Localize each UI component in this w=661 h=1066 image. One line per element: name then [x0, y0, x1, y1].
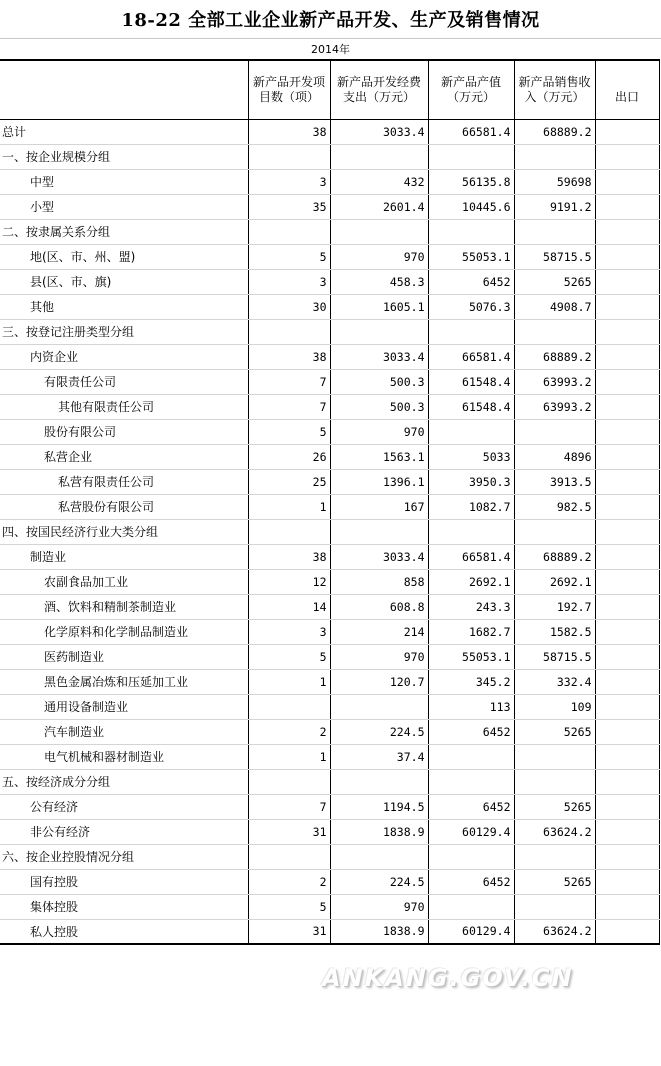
- cell-export: [595, 919, 659, 944]
- header-projects: 新产品开发项目数（项）: [248, 60, 330, 119]
- table-row: [0, 119, 659, 144]
- cell-export: [595, 219, 659, 244]
- cell-export: [595, 894, 659, 919]
- cell-export: [595, 269, 659, 294]
- cell-export: [595, 444, 659, 469]
- cell-rd-expense: 37.4: [330, 744, 428, 769]
- cell-sales-revenue: [514, 219, 595, 244]
- cell-rd-expense: 970: [330, 244, 428, 269]
- header-output-value: 新产品产值（万元）: [428, 60, 514, 119]
- cell-projects: 1: [248, 669, 330, 694]
- cell-export: [595, 644, 659, 669]
- cell-projects: [248, 519, 330, 544]
- cell-projects: 38: [248, 544, 330, 569]
- cell-export: [595, 494, 659, 519]
- table-row: [0, 719, 659, 744]
- cell-export: [595, 669, 659, 694]
- cell-sales-revenue: 4908.7: [514, 294, 595, 319]
- cell-output-value: 61548.4: [428, 369, 514, 394]
- cell-sales-revenue: 4896: [514, 444, 595, 469]
- table-row: [0, 519, 659, 544]
- cell-rd-expense: [330, 694, 428, 719]
- table-row: [0, 444, 659, 469]
- cell-sales-revenue: 109: [514, 694, 595, 719]
- cell-rd-expense: [330, 519, 428, 544]
- cell-sales-revenue: 68889.2: [514, 119, 595, 144]
- cell-output-value: [428, 744, 514, 769]
- cell-output-value: 6452: [428, 869, 514, 894]
- cell-rd-expense: 1396.1: [330, 469, 428, 494]
- cell-projects: [248, 769, 330, 794]
- cell-sales-revenue: 332.4: [514, 669, 595, 694]
- cell-output-value: 55053.1: [428, 644, 514, 669]
- row-label: 非公有经济: [0, 819, 248, 844]
- cell-output-value: 60129.4: [428, 919, 514, 944]
- cell-projects: 26: [248, 444, 330, 469]
- cell-output-value: 243.3: [428, 594, 514, 619]
- cell-projects: 7: [248, 369, 330, 394]
- cell-projects: 2: [248, 719, 330, 744]
- cell-export: [595, 319, 659, 344]
- row-label: 通用设备制造业: [0, 694, 248, 719]
- cell-output-value: 60129.4: [428, 819, 514, 844]
- table-row: [0, 194, 659, 219]
- table-row: [0, 419, 659, 444]
- cell-export: [595, 419, 659, 444]
- row-label: 五、按经济成分分组: [0, 769, 248, 794]
- cell-rd-expense: 858: [330, 569, 428, 594]
- cell-sales-revenue: [514, 319, 595, 344]
- header-item: [0, 60, 248, 119]
- row-label: 内资企业: [0, 344, 248, 369]
- cell-output-value: 3950.3: [428, 469, 514, 494]
- header-rd-expense: 新产品开发经费支出（万元）: [330, 60, 428, 119]
- cell-rd-expense: 500.3: [330, 394, 428, 419]
- row-label: 电气机械和器材制造业: [0, 744, 248, 769]
- table-row: [0, 394, 659, 419]
- row-label: 一、按企业规模分组: [0, 144, 248, 169]
- row-label: 三、按登记注册类型分组: [0, 319, 248, 344]
- cell-output-value: 66581.4: [428, 544, 514, 569]
- table-row: [0, 669, 659, 694]
- cell-sales-revenue: 63993.2: [514, 369, 595, 394]
- cell-output-value: 6452: [428, 269, 514, 294]
- row-label: 其他有限责任公司: [0, 394, 248, 419]
- cell-sales-revenue: [514, 744, 595, 769]
- cell-output-value: 66581.4: [428, 344, 514, 369]
- row-label: 私营股份有限公司: [0, 494, 248, 519]
- row-label: 县(区、市、旗): [0, 269, 248, 294]
- cell-output-value: 66581.4: [428, 119, 514, 144]
- cell-sales-revenue: 68889.2: [514, 344, 595, 369]
- cell-projects: 5: [248, 894, 330, 919]
- row-label: 有限责任公司: [0, 369, 248, 394]
- cell-sales-revenue: 2692.1: [514, 569, 595, 594]
- row-label: 地(区、市、州、盟): [0, 244, 248, 269]
- cell-rd-expense: [330, 319, 428, 344]
- statistics-table: [0, 59, 660, 945]
- cell-export: [595, 244, 659, 269]
- cell-sales-revenue: [514, 144, 595, 169]
- cell-sales-revenue: 1582.5: [514, 619, 595, 644]
- cell-projects: 38: [248, 119, 330, 144]
- cell-rd-expense: [330, 769, 428, 794]
- table-row: [0, 919, 659, 944]
- cell-sales-revenue: [514, 894, 595, 919]
- row-label: 国有控股: [0, 869, 248, 894]
- cell-export: [595, 294, 659, 319]
- cell-export: [595, 169, 659, 194]
- cell-rd-expense: 120.7: [330, 669, 428, 694]
- table-row: [0, 269, 659, 294]
- cell-sales-revenue: 58715.5: [514, 244, 595, 269]
- table-row: [0, 294, 659, 319]
- row-label: 医药制造业: [0, 644, 248, 669]
- cell-output-value: 10445.6: [428, 194, 514, 219]
- table-row: [0, 619, 659, 644]
- table-body: [0, 119, 659, 944]
- cell-rd-expense: 3033.4: [330, 119, 428, 144]
- cell-output-value: 61548.4: [428, 394, 514, 419]
- cell-output-value: [428, 419, 514, 444]
- cell-export: [595, 544, 659, 569]
- cell-rd-expense: 167: [330, 494, 428, 519]
- cell-rd-expense: 1605.1: [330, 294, 428, 319]
- cell-export: [595, 594, 659, 619]
- cell-sales-revenue: 192.7: [514, 594, 595, 619]
- year-label: 2014年: [0, 38, 661, 59]
- cell-export: [595, 144, 659, 169]
- row-label: 酒、饮料和精制茶制造业: [0, 594, 248, 619]
- cell-projects: 38: [248, 344, 330, 369]
- row-label: 化学原料和化学制品制造业: [0, 619, 248, 644]
- table-row: [0, 644, 659, 669]
- row-label: 制造业: [0, 544, 248, 569]
- cell-rd-expense: 2601.4: [330, 194, 428, 219]
- cell-projects: 5: [248, 644, 330, 669]
- row-label: 二、按隶属关系分组: [0, 219, 248, 244]
- cell-projects: 2: [248, 869, 330, 894]
- cell-output-value: [428, 219, 514, 244]
- site-watermark: ANKANG.GOV.CN: [322, 964, 574, 992]
- cell-export: [595, 694, 659, 719]
- cell-output-value: [428, 844, 514, 869]
- cell-export: [595, 369, 659, 394]
- cell-projects: 3: [248, 619, 330, 644]
- row-label: 其他: [0, 294, 248, 319]
- cell-export: [595, 344, 659, 369]
- cell-sales-revenue: 58715.5: [514, 644, 595, 669]
- cell-output-value: [428, 894, 514, 919]
- row-label: 私人控股: [0, 919, 248, 944]
- table-row: [0, 694, 659, 719]
- cell-sales-revenue: 59698: [514, 169, 595, 194]
- cell-projects: [248, 219, 330, 244]
- cell-rd-expense: [330, 844, 428, 869]
- row-label: 集体控股: [0, 894, 248, 919]
- cell-output-value: 2692.1: [428, 569, 514, 594]
- cell-sales-revenue: 63993.2: [514, 394, 595, 419]
- row-label: 四、按国民经济行业大类分组: [0, 519, 248, 544]
- cell-output-value: [428, 144, 514, 169]
- cell-sales-revenue: [514, 419, 595, 444]
- cell-sales-revenue: 982.5: [514, 494, 595, 519]
- cell-export: [595, 844, 659, 869]
- cell-projects: 3: [248, 269, 330, 294]
- cell-sales-revenue: [514, 844, 595, 869]
- table-row: [0, 544, 659, 569]
- cell-rd-expense: 224.5: [330, 869, 428, 894]
- row-label: 汽车制造业: [0, 719, 248, 744]
- cell-rd-expense: 1563.1: [330, 444, 428, 469]
- row-label: 小型: [0, 194, 248, 219]
- header-export: 出口: [595, 60, 659, 119]
- table-row: [0, 769, 659, 794]
- row-label: 总计: [0, 119, 248, 144]
- cell-projects: 14: [248, 594, 330, 619]
- cell-projects: 1: [248, 744, 330, 769]
- cell-sales-revenue: [514, 769, 595, 794]
- cell-sales-revenue: 63624.2: [514, 919, 595, 944]
- cell-export: [595, 869, 659, 894]
- cell-output-value: 55053.1: [428, 244, 514, 269]
- table-row: [0, 819, 659, 844]
- table-row: [0, 744, 659, 769]
- cell-rd-expense: 1838.9: [330, 919, 428, 944]
- cell-export: [595, 719, 659, 744]
- cell-rd-expense: 500.3: [330, 369, 428, 394]
- table-row: [0, 244, 659, 269]
- cell-sales-revenue: [514, 519, 595, 544]
- row-label: 私营企业: [0, 444, 248, 469]
- table-row: [0, 219, 659, 244]
- row-label: 私营有限责任公司: [0, 469, 248, 494]
- page-title: 18-22 全部工业企业新产品开发、生产及销售情况: [121, 10, 540, 31]
- cell-export: [595, 394, 659, 419]
- cell-export: [595, 469, 659, 494]
- table-row: [0, 894, 659, 919]
- cell-sales-revenue: 5265: [514, 719, 595, 744]
- cell-projects: 12: [248, 569, 330, 594]
- cell-sales-revenue: 9191.2: [514, 194, 595, 219]
- cell-projects: [248, 319, 330, 344]
- cell-output-value: 5033: [428, 444, 514, 469]
- cell-export: [595, 819, 659, 844]
- cell-export: [595, 569, 659, 594]
- table-row: [0, 369, 659, 394]
- cell-rd-expense: 214: [330, 619, 428, 644]
- cell-rd-expense: 432: [330, 169, 428, 194]
- table-row: [0, 569, 659, 594]
- cell-output-value: 5076.3: [428, 294, 514, 319]
- table-row: [0, 169, 659, 194]
- cell-rd-expense: [330, 219, 428, 244]
- cell-output-value: 1682.7: [428, 619, 514, 644]
- cell-output-value: 56135.8: [428, 169, 514, 194]
- table-row: [0, 844, 659, 869]
- table-row: [0, 794, 659, 819]
- table-row: [0, 469, 659, 494]
- table-row: [0, 594, 659, 619]
- cell-export: [595, 744, 659, 769]
- cell-export: [595, 619, 659, 644]
- cell-projects: 25: [248, 469, 330, 494]
- cell-sales-revenue: 68889.2: [514, 544, 595, 569]
- cell-output-value: [428, 769, 514, 794]
- cell-projects: [248, 844, 330, 869]
- cell-projects: 5: [248, 419, 330, 444]
- cell-sales-revenue: 5265: [514, 794, 595, 819]
- table-row: [0, 319, 659, 344]
- header-sales-revenue: 新产品销售收入（万元）: [514, 60, 595, 119]
- cell-output-value: 1082.7: [428, 494, 514, 519]
- row-label: 公有经济: [0, 794, 248, 819]
- cell-projects: 35: [248, 194, 330, 219]
- cell-export: [595, 769, 659, 794]
- cell-projects: [248, 694, 330, 719]
- table-header-row: [0, 60, 659, 119]
- cell-projects: [248, 144, 330, 169]
- cell-output-value: 345.2: [428, 669, 514, 694]
- table-row: [0, 869, 659, 894]
- cell-rd-expense: 608.8: [330, 594, 428, 619]
- cell-projects: 31: [248, 919, 330, 944]
- cell-sales-revenue: 63624.2: [514, 819, 595, 844]
- cell-projects: 30: [248, 294, 330, 319]
- table-row: [0, 494, 659, 519]
- cell-sales-revenue: 5265: [514, 269, 595, 294]
- table-row: [0, 144, 659, 169]
- cell-rd-expense: 224.5: [330, 719, 428, 744]
- cell-rd-expense: 970: [330, 419, 428, 444]
- cell-output-value: 6452: [428, 719, 514, 744]
- cell-rd-expense: 970: [330, 644, 428, 669]
- cell-projects: 5: [248, 244, 330, 269]
- cell-rd-expense: [330, 144, 428, 169]
- cell-rd-expense: 1194.5: [330, 794, 428, 819]
- cell-projects: 7: [248, 394, 330, 419]
- cell-projects: 1: [248, 494, 330, 519]
- cell-export: [595, 519, 659, 544]
- cell-output-value: [428, 519, 514, 544]
- cell-sales-revenue: 3913.5: [514, 469, 595, 494]
- row-label: 股份有限公司: [0, 419, 248, 444]
- cell-export: [595, 194, 659, 219]
- row-label: 黑色金属冶炼和压延加工业: [0, 669, 248, 694]
- cell-sales-revenue: 5265: [514, 869, 595, 894]
- cell-rd-expense: 1838.9: [330, 819, 428, 844]
- cell-rd-expense: 970: [330, 894, 428, 919]
- cell-projects: 7: [248, 794, 330, 819]
- row-label: 农副食品加工业: [0, 569, 248, 594]
- cell-output-value: [428, 319, 514, 344]
- table-row: [0, 344, 659, 369]
- row-label: 中型: [0, 169, 248, 194]
- cell-rd-expense: 458.3: [330, 269, 428, 294]
- row-label: 六、按企业控股情况分组: [0, 844, 248, 869]
- cell-rd-expense: 3033.4: [330, 544, 428, 569]
- cell-rd-expense: 3033.4: [330, 344, 428, 369]
- cell-projects: 3: [248, 169, 330, 194]
- cell-projects: 31: [248, 819, 330, 844]
- cell-export: [595, 794, 659, 819]
- cell-export: [595, 119, 659, 144]
- cell-output-value: 6452: [428, 794, 514, 819]
- cell-output-value: 113: [428, 694, 514, 719]
